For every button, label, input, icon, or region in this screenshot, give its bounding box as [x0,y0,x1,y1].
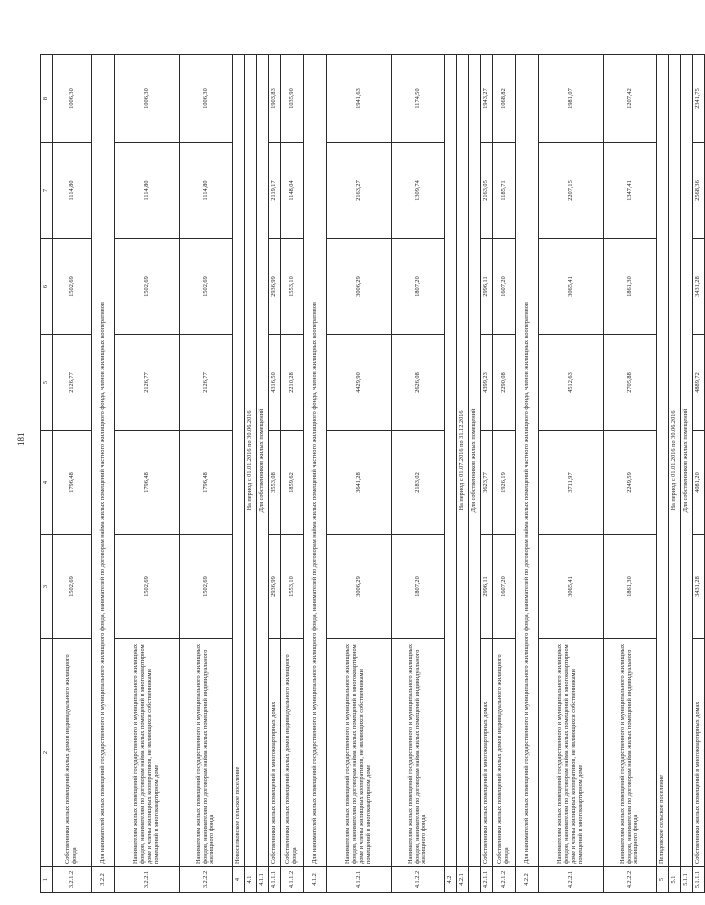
table-row [53,55,92,893]
row-number: 4 [233,867,245,893]
value-cell: 2183,02 [392,431,445,535]
section-heading: Для нанимателей жилых помещений государственного и муниципального жилищного фонда, нанимателей по договорам найма жилых помещений частного жилищного фонда, членов жилищных кооперативов [304,55,327,867]
row-number: 4.1.1 [257,867,269,893]
value-cell: 1607,20 [493,535,516,639]
table-row [245,55,257,893]
header-cell: 2 [41,639,53,867]
row-number: 5.1 [669,867,681,893]
period-heading: Для собственников жилых помещений [257,55,269,867]
value-cell: 3006,29 [327,535,392,639]
value-cell: 2705,88 [604,335,657,431]
period-heading: На период с 01.07.2016 по 31.12.2016 [457,55,469,867]
value-cell: 2626,08 [392,335,445,431]
value-cell: 1148,04 [281,143,304,239]
value-cell: 1502,69 [115,535,180,639]
rotated-page [40,55,702,893]
row-number: 4.2.2.1 [539,867,604,893]
value-cell: 1796,48 [53,431,92,535]
period-heading: Для собственников жилых помещений [469,55,481,867]
row-number [469,867,481,893]
table-row [327,55,392,893]
row-number: 4.2.1.1 [481,867,493,893]
value-cell: 4316,50 [269,335,281,431]
value-cell: 2996,11 [481,535,493,639]
row-description: Нанимателям жилых помещений государственного и муниципального жилищных фондов, нанимателям по договорам найма жилых помещений индивидуального жилищного фонда [604,639,657,867]
value-cell: 2207,15 [539,143,604,239]
value-cell: 1941,63 [327,55,392,143]
row-description: Собственники жилых помещений жилых домов индивидуального жилищного фонда [493,639,516,867]
table-row [445,55,457,893]
header-row [41,55,53,893]
header-cell: 1 [41,867,53,893]
table-row [92,55,115,893]
value-cell: 2996,11 [481,239,493,335]
table-row [269,55,281,893]
value-cell: 1114,80 [115,143,180,239]
value-cell: 1035,90 [281,55,304,143]
value-cell: 2341,75 [693,55,705,143]
table-row [233,55,245,893]
value-cell: 2936,99 [269,535,281,639]
section-heading: Для нанимателей жилых помещений государственного и муниципального жилищного фонда, нанимателей по договорам найма жилых помещений частного жилищного фонда, членов жилищных кооперативов [92,55,115,867]
row-description: Нанимателям жилых помещений государственного и муниципального жилищных фондов, нанимателям по договорам найма жилых помещений в многоквартирном доме и члены жилищных кооперативов, не являющихся собственниками помещений в многоквартирном доме [327,639,392,867]
header-cell: 7 [41,143,53,239]
page-number: 181 [16,432,26,446]
row-number: 3.2.2 [92,867,115,893]
value-cell: 1006,30 [180,55,233,143]
row-description: Собственники жилых помещений жилых домов индивидуального жилищного фонда [281,639,304,867]
row-number: 4.1 [245,867,257,893]
value-cell: 3553,08 [269,431,281,535]
value-cell: 1553,10 [281,239,304,335]
table-row [693,55,705,893]
value-cell: 2249,59 [604,431,657,535]
table-row [115,55,180,893]
section-heading: Новоселковское сельское поселение [233,55,245,867]
value-cell: 1903,83 [269,55,281,143]
row-number: 5.1.1.1 [693,867,705,893]
table-row [681,55,693,893]
header-cell: 5 [41,335,53,431]
value-cell: 3065,41 [539,239,604,335]
value-cell: 3431,28 [693,535,705,639]
row-description: Собственники жилых помещений в многоквартирных домах [269,639,281,867]
value-cell: 4081,20 [693,431,705,535]
row-number: 3.2.1.2 [53,867,92,893]
section-heading: Пелидовское сельское поселение [657,55,669,867]
value-cell: 1309,74 [392,143,445,239]
value-cell: 1926,19 [493,431,516,535]
value-cell: 3711,97 [539,431,604,535]
tariff-table [40,54,705,893]
value-cell: 1174,50 [392,55,445,143]
table-row [657,55,669,893]
table-row [457,55,469,893]
row-number: 5.1.1 [681,867,693,893]
value-cell: 1207,42 [604,55,657,143]
row-number: 4.1.1.2 [281,867,304,893]
row-description: Нанимателям жилых помещений государственного и муниципального жилищных фондов, нанимателям по договорам найма жилых помещений индивидуального жилищного фонда [180,639,233,867]
value-cell: 2119,17 [269,143,281,239]
row-number: 4.2.1.2 [493,867,516,893]
value-cell: 1068,82 [493,55,516,143]
value-cell: 2163,27 [327,143,392,239]
value-cell: 2126,77 [115,335,180,431]
value-cell: 2126,77 [180,335,233,431]
table-row [304,55,327,893]
value-cell: 1861,30 [604,239,657,335]
value-cell: 1185,71 [493,143,516,239]
period-heading: На период с 01.01.2016 по 30.06.2016 [245,55,257,867]
row-description: Нанимателям жилых помещений государственного и муниципального жилищных фондов, нанимателям по договорам найма жилых помещений в многоквартирном доме и члены жилищных кооперативов, не являющихся собственниками помещений в многоквартирном доме [539,639,604,867]
value-cell: 4399,23 [481,335,493,431]
value-cell: 1502,69 [53,239,92,335]
row-description: Нанимателям жилых помещений государственного и муниципального жилищных фондов, нанимателям по договорам найма жилых помещений индивидуального жилищного фонда [392,639,445,867]
value-cell: 3065,41 [539,535,604,639]
value-cell: 3623,77 [481,431,493,535]
value-cell: 4889,72 [693,335,705,431]
table-row [481,55,493,893]
table-row [257,55,269,893]
value-cell: 1807,20 [392,239,445,335]
value-cell: 1553,10 [281,535,304,639]
table-row [180,55,233,893]
table-row [669,55,681,893]
table-row [539,55,604,893]
value-cell: 4512,63 [539,335,604,431]
value-cell: 1859,62 [281,431,304,535]
row-number: 4.2 [445,867,457,893]
value-cell: 2936,99 [269,239,281,335]
table-row [469,55,481,893]
value-cell: 1981,07 [539,55,604,143]
value-cell: 2290,08 [493,335,516,431]
period-heading: Для собственников жилых помещений [681,55,693,867]
row-number: 4.1.1.1 [269,867,281,893]
row-number: 3.2.2.2 [180,867,233,893]
value-cell: 1347,41 [604,143,657,239]
row-number: 5 [657,867,669,893]
value-cell: 1114,80 [180,143,233,239]
row-number: 4.1.2.2 [392,867,445,893]
header-cell: 4 [41,431,53,535]
value-cell: 1006,30 [53,55,92,143]
table-row [493,55,516,893]
value-cell: 1502,69 [115,239,180,335]
value-cell: 1861,30 [604,535,657,639]
value-cell: 1502,69 [180,535,233,639]
row-number: 4.2.2 [516,867,539,893]
row-description: Собственники жилых помещений в многоквартирных домах [693,639,705,867]
value-cell: 2163,05 [481,143,493,239]
value-cell: 1114,80 [53,143,92,239]
row-number: 4.1.2.1 [327,867,392,893]
value-cell: 1807,20 [392,535,445,639]
row-number: 3.2.2.1 [115,867,180,893]
header-cell: 8 [41,55,53,143]
value-cell: 1006,30 [115,55,180,143]
row-number: 4.2.1 [457,867,469,893]
section-heading: Для нанимателей жилых помещений государственного и муниципального жилищного фонда, нанимателей по договорам найма жилых помещений частного жилищного фонда, членов жилищных кооперативов [516,55,539,867]
table-row [516,55,539,893]
value-cell: 1502,69 [53,535,92,639]
row-description: Собственники жилых помещений в многоквартирных домах [481,639,493,867]
row-description: Собственники жилых помещений жилых домов индивидуального жилищного фонда [53,639,92,867]
value-cell: 1796,48 [180,431,233,535]
value-cell: 1943,27 [481,55,493,143]
table-row [392,55,445,893]
value-cell: 3431,28 [693,239,705,335]
period-heading: На период с 01.01.2016 по 30.06.2016 [669,55,681,867]
value-cell: 1502,69 [180,239,233,335]
header-cell: 6 [41,239,53,335]
value-cell: 1607,20 [493,239,516,335]
value-cell: 3006,29 [327,239,392,335]
row-description: Нанимателям жилых помещений государственного и муниципального жилищных фондов, нанимателям по договорам найма жилых помещений в многоквартирном доме и члены жилищных кооперативов, не являющихся собственниками помещений в многоквартирном доме [115,639,180,867]
row-number: 4.1.2 [304,867,327,893]
header-cell: 3 [41,535,53,639]
table-row [604,55,657,893]
value-cell: 1796,48 [115,431,180,535]
value-cell: 4429,90 [327,335,392,431]
value-cell: 2210,28 [281,335,304,431]
row-number: 4.2.2.2 [604,867,657,893]
section-heading [445,55,457,867]
value-cell: 2126,77 [53,335,92,431]
value-cell: 2568,36 [693,143,705,239]
value-cell: 3641,28 [327,431,392,535]
table-row [281,55,304,893]
